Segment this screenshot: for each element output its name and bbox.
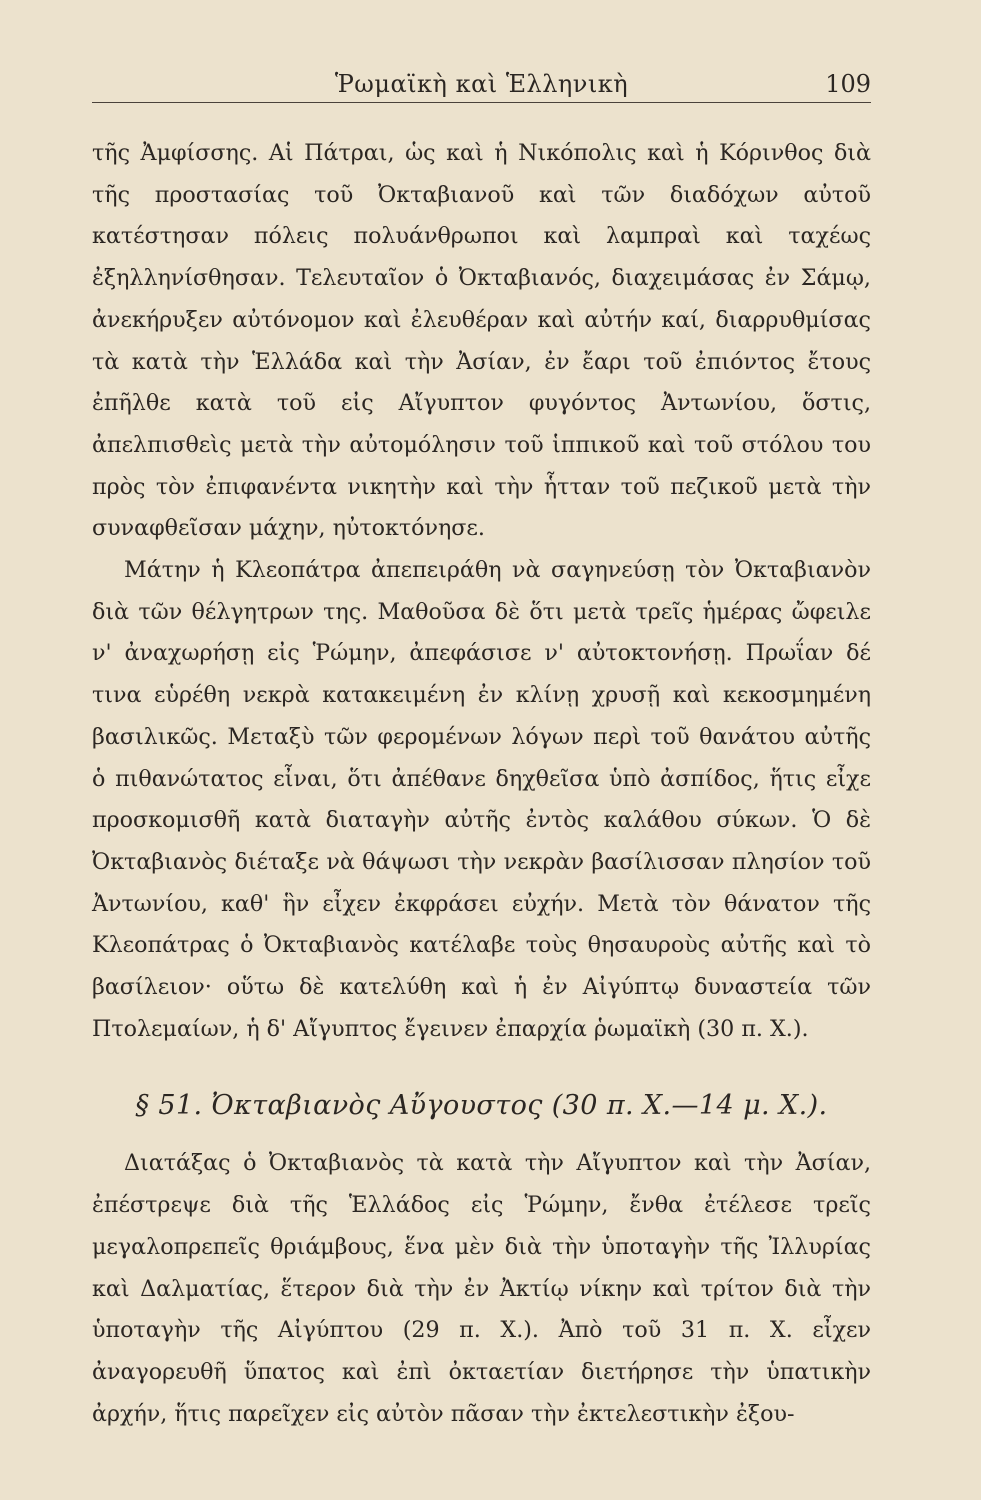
paragraph-2: Μάτην ἡ Κλεοπάτρα ἀπεπειράθη νὰ σαγηνεύσῃ τὸν Ὀκταβιανὸν διὰ τῶν θέλγητρων της. Μαθοῦσα δὲ ὅτι μετὰ τρεῖς ἡμέρας ὤφειλε ν' ἀναχωρήσῃ εἰς Ῥώμην, ἀπεφάσισε ν' αὐτοκτονήσῃ. Πρωΐαν δέ τινα εὑρέθη νεκρὰ κατακειμένη ἐν κλίνῃ χρυσῇ καὶ κεκοσμημένη βασιλικῶς. Μεταξὺ τῶν φερομένων λόγων περὶ τοῦ θανάτου αὐτῆς ὁ πιθανώτατος εἶναι, ὅτι ἀπέθανε δηχθεῖσα ὑπὸ ἀσπίδος, ἥτις εἶχε προσκομισθῆ κατὰ διαταγὴν αὐτῆς ἐντὸς καλάθου σύκων. Ὁ δὲ Ὀκταβιανὸς διέταξε νὰ θάψωσι τὴν νεκρὰν βασίλισσαν πλησίον τοῦ Ἀντωνίου, καθ' ἣν εἶχεν ἐκφράσει εὐχήν. Μετὰ τὸν θάνατον τῆς Κλεοπάτρας ὁ Ὀκταβιανὸς κατέλαβε τοὺς θησαυροὺς αὐτῆς καὶ τὸ βασίλειον· οὕτω δὲ κατελύθη καὶ ἡ ἐν Αἰγύπτῳ δυναστεία τῶν Πτολεμαίων, ἡ δ' Αἴγυπτος ἔγεινεν ἐπαρχία ῥωμαϊκὴ (30 π. Χ.). xyxy=(92,557,871,1042)
running-title: Ῥωμαϊκὴ καὶ Ἑλληνικὴ xyxy=(334,70,629,98)
section-heading: § 51. Ὀκταβιανὸς Αὔγουστος (30 π. Χ.—14 μ. Χ.). xyxy=(135,1090,828,1122)
page-header xyxy=(92,70,871,103)
paragraph-1: τῆς Ἀμφίσσης. Αἱ Πάτραι, ὡς καὶ ἡ Νικόπολις καὶ ἡ Κόρινθος διὰ τῆς προστασίας τοῦ Ὀκταβιανοῦ καὶ τῶν διαδόχων αὐτοῦ κατέστησαν πόλεις πολυάνθρωποι καὶ λαμπραὶ καὶ ταχέως ἐξηλληνίσθησαν. Τελευταῖον ὁ Ὀκταβιανός, διαχειμάσας ἐν Σάμῳ, ἀνεκήρυξεν αὐτόνομον καὶ ἐλευθέραν καὶ αὐτήν καί, διαρρυθμίσας τὰ κατὰ τὴν Ἑλλάδα καὶ τὴν Ἀσίαν, ἐν ἔαρι τοῦ ἐπιόντος ἔτους ἐπῆλθε κατὰ τοῦ εἰς Αἴγυπτον φυγόντος Ἀντωνίου, ὅστις, ἀπελπισθεὶς μετὰ τὴν αὐτομόλησιν τοῦ ἱππικοῦ καὶ τοῦ στόλου του πρὸς τὸν ἐπιφανέντα νικητὴν καὶ τὴν ἧτταν τοῦ πεζικοῦ μετὰ τὴν συναφθεῖσαν μάχην, ηὐτοκτόνησε. xyxy=(92,140,871,542)
section-paragraph: Διατάξας ὁ Ὀκταβιανὸς τὰ κατὰ τὴν Αἴγυπτον καὶ τὴν Ἀσίαν, ἐπέστρεψε διὰ τῆς Ἑλλάδος εἰς Ῥώμην, ἔνθα ἐτέλεσε τρεῖς μεγαλοπρεπεῖς θριάμβους, ἕνα μὲν διὰ τὴν ὑποταγὴν τῆς Ἰλλυρίας καὶ Δαλματίας, ἕτερον διὰ τὴν ἐν Ἀκτίῳ νίκην καὶ τρίτον διὰ τὴν ὑποταγὴν τῆς Αἰγύπτου (29 π. Χ.). Ἀπὸ τοῦ 31 π. Χ. εἶχεν ἀναγορευθῆ ὕπατος καὶ ἐπὶ ὀκταετίαν διετήρησε τὴν ὑπατικὴν ἀρχήν, ἥτις παρεῖχεν εἰς αὐτὸν πᾶσαν τὴν ἐκτελεστικὴν ἐξου- xyxy=(92,1150,871,1427)
page-number: 109 xyxy=(825,70,871,98)
